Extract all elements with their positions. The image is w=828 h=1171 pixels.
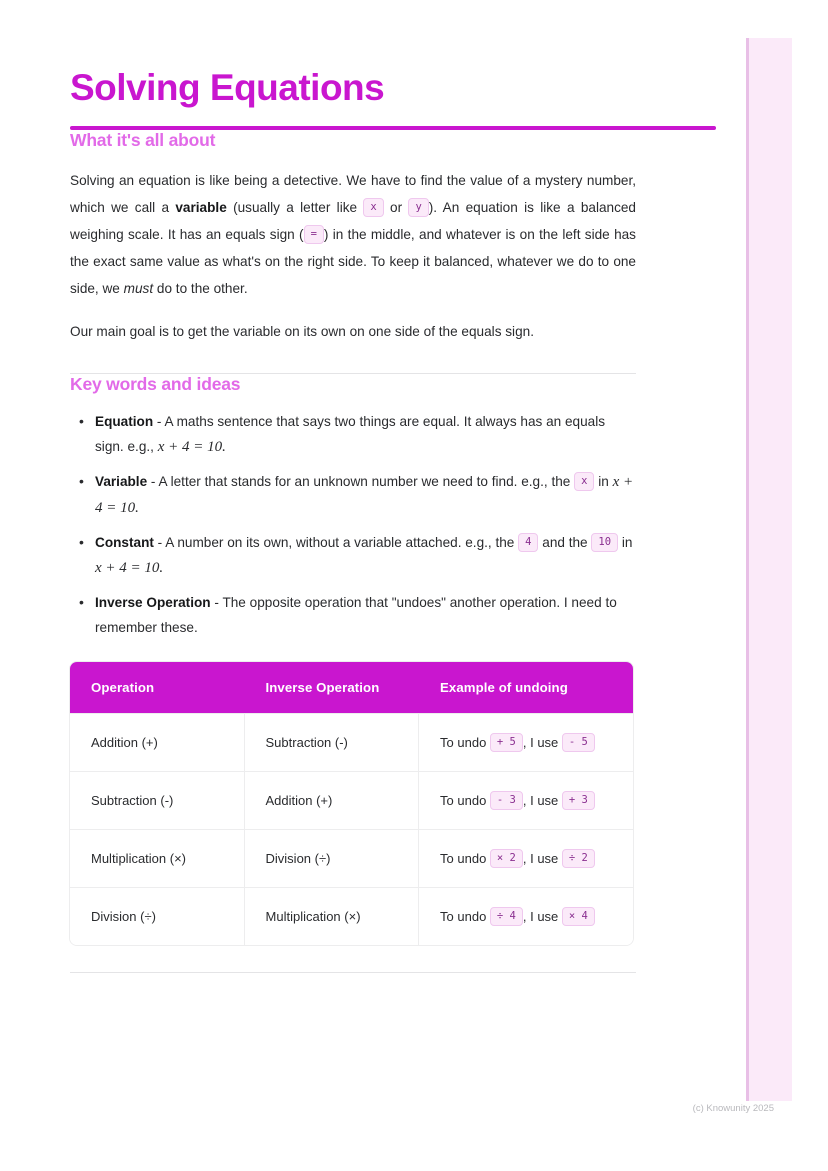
cell-inverse: Division (÷): [245, 829, 420, 887]
example-pre: To undo: [440, 735, 490, 750]
document-page: [70, 0, 636, 973]
example-mid: , I use: [522, 735, 562, 750]
goal-paragraph: Our main goal is to get the variable on its own on one side of the equals sign.: [70, 324, 534, 339]
cell-inverse: Subtraction (-): [245, 713, 420, 771]
example-mid: , I use: [522, 851, 562, 866]
intro-text-b: (usually a letter like: [226, 200, 364, 215]
keyword-text-b: and the: [538, 535, 592, 550]
section-heading-whats-it-all-about: What it's all about: [70, 130, 216, 150]
list-item: [70, 409, 636, 460]
cell-inverse: Addition (+): [245, 771, 420, 829]
chip-equals-sign: =: [304, 225, 324, 244]
cell-example: [419, 887, 633, 945]
example-pre: To undo: [440, 793, 490, 808]
intro-text-d: ). An equation is like a balanced weighing scale. It has an equals sign (: [70, 200, 636, 242]
keyword-text-b: in: [594, 474, 613, 489]
intro-text-c: or: [383, 200, 409, 215]
table-header-example: Example of undoing: [419, 662, 633, 713]
intro-italic-must: must: [123, 281, 154, 296]
intro-text-a: Solving an equation is like being a detective. We have to find the value of a mystery number, which we call a: [70, 173, 636, 215]
page-title: Solving Equations: [70, 67, 385, 108]
example-pre: To undo: [440, 909, 490, 924]
table-row: [70, 887, 633, 945]
keyword-equation: x + 4 = 10.: [157, 439, 226, 455]
keyword-term: Variable: [95, 474, 148, 489]
example-pre: To undo: [440, 851, 490, 866]
chip-operation-to: + 3: [562, 791, 595, 810]
list-item: [70, 469, 636, 521]
keyword-text: A letter that stands for an unknown number we need to find. e.g., the: [158, 474, 575, 489]
chip-variable-x: x: [574, 472, 594, 491]
keyword-dash: -: [153, 414, 165, 429]
cell-operation: Subtraction (-): [70, 771, 245, 829]
keyword-term: Constant: [95, 535, 154, 550]
cell-operation: Division (÷): [70, 887, 245, 945]
keyword-text: The opposite operation that "undoes" another operation. I need to remember these.: [95, 595, 617, 635]
intro-text-f: do to the other.: [153, 281, 248, 296]
intro-text-e: ) in the middle, and whatever is on the left side has the exact same value as what's on the right side. To keep it balanced, whatever we do to one side, we: [70, 227, 636, 296]
inverse-operations-table: [70, 662, 633, 945]
chip-operation-from: × 2: [490, 849, 523, 868]
section-divider-2: [70, 972, 636, 973]
section-heading-key-words: Key words and ideas: [70, 374, 241, 394]
table-row: [70, 829, 633, 887]
table-row: [70, 713, 633, 771]
cell-example: [419, 713, 633, 771]
table-header-inverse-operation: Inverse Operation: [245, 662, 420, 713]
keyword-text: A number on its own, without a variable attached. e.g., the: [165, 535, 519, 550]
intro-bold-variable: variable: [175, 200, 227, 215]
page-edge-decoration: [748, 38, 792, 1101]
list-item: [70, 530, 636, 581]
keyword-term: Equation: [95, 414, 154, 429]
cell-example: [419, 829, 633, 887]
chip-variable-x: x: [363, 198, 383, 217]
cell-inverse: Multiplication (×): [245, 887, 420, 945]
example-mid: , I use: [522, 909, 562, 924]
page-edge-rule: [746, 38, 749, 1101]
table-header-row: [70, 662, 633, 713]
chip-operation-from: + 5: [490, 733, 523, 752]
chip-operation-to: - 5: [562, 733, 595, 752]
key-words-list: [70, 409, 636, 640]
chip-operation-to: × 4: [562, 907, 595, 926]
chip-variable-y: y: [408, 198, 428, 217]
keyword-dash: -: [153, 535, 166, 550]
cell-example: [419, 771, 633, 829]
chip-operation-from: - 3: [490, 791, 523, 810]
keyword-equation: x + 4 = 10.: [95, 474, 634, 516]
keyword-dash: -: [210, 595, 223, 610]
chip-constant-4: 4: [518, 533, 538, 552]
keyword-text: A maths sentence that says two things are equal. It always has an equals sign. e.g.,: [95, 414, 606, 454]
keyword-dash: -: [147, 474, 159, 489]
keyword-text-c: in: [618, 535, 633, 550]
chip-operation-to: ÷ 2: [562, 849, 595, 868]
copyright-notice: (c) Knowunity 2025: [692, 1103, 774, 1114]
chip-constant-10: 10: [591, 533, 618, 552]
chip-operation-from: ÷ 4: [490, 907, 523, 926]
table-row: [70, 771, 633, 829]
keyword-term: Inverse Operation: [95, 595, 211, 610]
cell-operation: Multiplication (×): [70, 829, 245, 887]
keyword-equation: x + 4 = 10.: [95, 560, 164, 576]
table-header-operation: Operation: [70, 662, 245, 713]
example-mid: , I use: [522, 793, 562, 808]
intro-paragraph: [70, 167, 636, 302]
list-item: [70, 590, 636, 640]
cell-operation: Addition (+): [70, 713, 245, 771]
